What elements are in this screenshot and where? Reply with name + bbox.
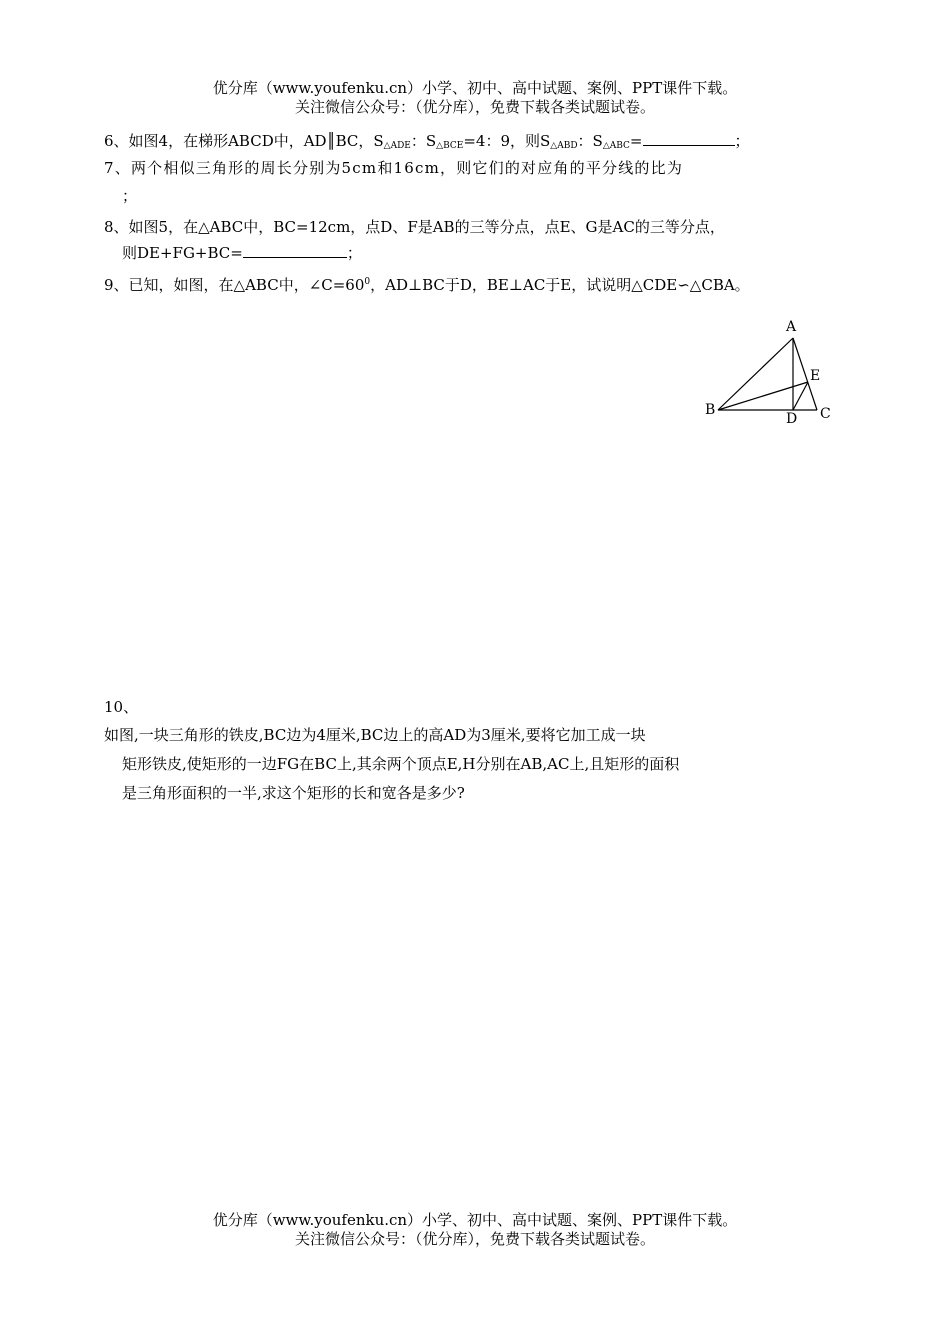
side-ab (718, 338, 793, 410)
question-7-line-2: ； (122, 187, 138, 205)
footer-line-2: 关注微信公众号：（优分库），免费下载各类试题试卷。 (294, 1230, 655, 1248)
q9-text-a: 9、已知，如图，在△ABC中，∠C=60 (104, 276, 365, 294)
q6-text-e: = (629, 132, 643, 150)
altitude-be (718, 382, 808, 410)
q6-sub-abd: △ABD (550, 141, 578, 151)
q6-text-c: =4：9，则S (463, 132, 551, 150)
label-b: B (705, 402, 716, 418)
header-line-1: 优分库（www.youfenku.cn）小学、初中、高中试题、案例、PPT课件下载。 (212, 79, 738, 97)
q6-text-b: ：S (410, 132, 437, 150)
label-a: A (786, 319, 797, 335)
q8-text: 则DE+FG+BC= (122, 244, 243, 262)
question-8-line-1: 8、如图5，在△ABC中，BC=12cm，点D、F是AB的三等分点，点E、G是AC的三等分点， (104, 218, 725, 236)
question-10-line-2: 矩形铁皮,使矩形的一边FG在BC上,其余两个顶点E,H分别在AB,AC上,且矩形的面积 (122, 755, 680, 773)
q8-answer-blank[interactable] (243, 243, 347, 258)
question-6 (104, 131, 750, 156)
header-line-2: 关注微信公众号：（优分库），免费下载各类试题试卷。 (294, 98, 655, 116)
q6-sub-ade: △ADE (383, 141, 411, 151)
triangle-figure (700, 315, 840, 430)
label-e: E (810, 368, 821, 384)
question-8-line-2 (122, 243, 362, 263)
question-10-number: 10、 (104, 698, 139, 716)
label-c: C (820, 406, 831, 422)
q9-degree-sup: 0 (364, 277, 371, 287)
q6-answer-blank[interactable] (643, 131, 735, 146)
question-10-line-1: 如图,一块三角形的铁皮,BC边为4厘米,BC边上的高AD为3厘米,要将它加工成一块 (104, 726, 646, 744)
question-10-line-3: 是三角形面积的一半,求这个矩形的长和宽各是多少? (122, 784, 465, 802)
q8-text-end: ； (346, 244, 362, 262)
q6-sub-abc: △ABC (602, 141, 630, 151)
q6-sub-bce: △BCE (436, 141, 464, 151)
q9-text-b: ，AD⊥BC于D，BE⊥AC于E，试说明△CDE∽△CBA。 (370, 276, 750, 294)
q6-text-a: 6、如图4，在梯形ABCD中，AD║BC，S (104, 132, 384, 150)
footer-line-1: 优分库（www.youfenku.cn）小学、初中、高中试题、案例、PPT课件下载。 (212, 1211, 738, 1229)
q6-text-d: ：S (577, 132, 603, 150)
q6-text-end: ； (734, 132, 750, 150)
question-7-line-1: 7、两个相似三角形的周长分别为5cm和16cm，则它们的对应角的平分线的比为 (104, 159, 684, 177)
question-9 (104, 272, 750, 295)
label-d: D (786, 411, 798, 427)
